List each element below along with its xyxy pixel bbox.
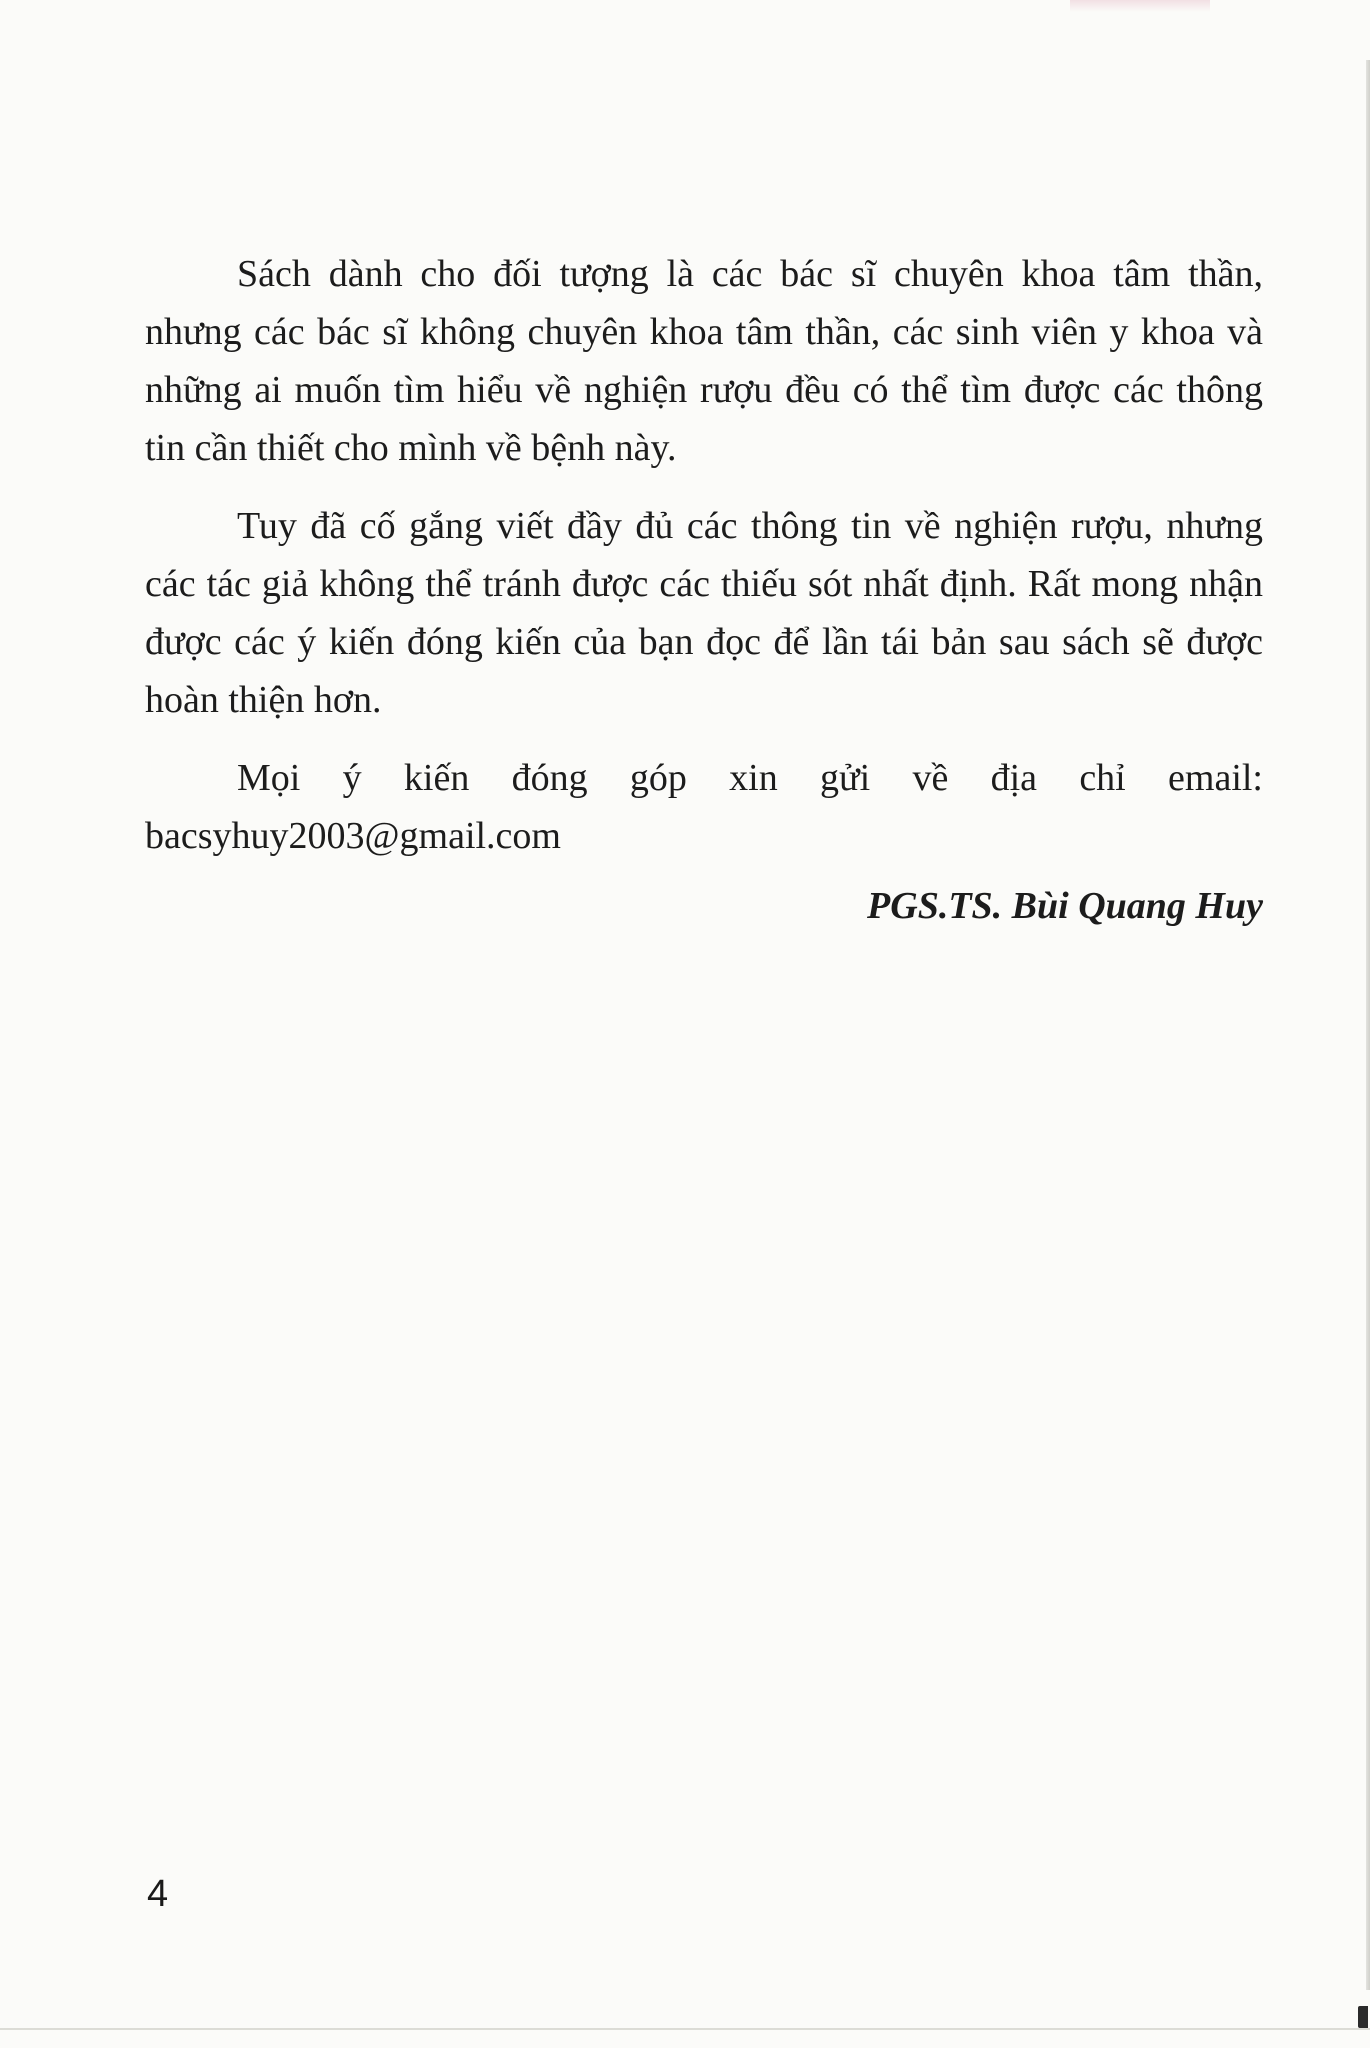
- scan-corner-mark: [1358, 2006, 1368, 2028]
- paragraph-apology: Tuy đã cố gắng viết đầy đủ các thông tin về nghiện rượu, nhưng các tác giả không thể tránh được các thiếu sót nhất định. Rất mong nhận được các ý kiến đóng kiến của bạn đọc để lần tái bản sau sách sẽ được hoàn thiện hơn.: [145, 505, 1263, 721]
- paragraph-contact: Mọi ý kiến đóng góp xin gửi về địa chỉ email:: [237, 757, 1263, 799]
- body-text: [145, 245, 1263, 935]
- scan-tint: [1070, 0, 1210, 12]
- paragraph-audience: Sách dành cho đối tượng là các bác sĩ chuyên khoa tâm thần, nhưng các bác sĩ không chuyên khoa tâm thần, các sinh viên y khoa và những ai muốn tìm hiểu về nghiện rượu đều có thể tìm được các thông tin cần thiết cho mình về bệnh này.: [145, 253, 1263, 469]
- author-signature: PGS.TS. Bùi Quang Huy: [867, 885, 1263, 927]
- page-number: 4: [147, 1873, 169, 1915]
- page-edge-right: [1366, 60, 1370, 1990]
- page-edge-bottom: [0, 2028, 1370, 2030]
- contact-email: bacsyhuy2003@gmail.com: [145, 815, 561, 857]
